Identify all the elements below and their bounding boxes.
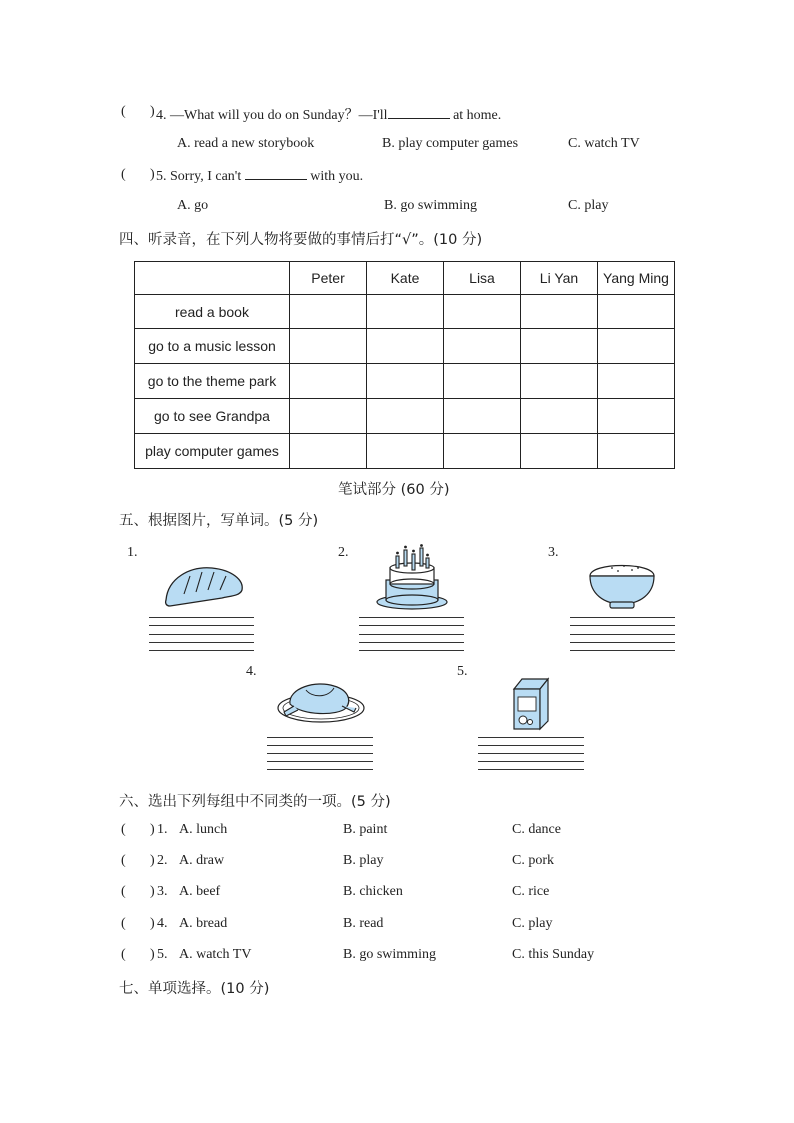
answer-cell[interactable] xyxy=(598,399,675,434)
item2-number: 2. xyxy=(338,545,349,560)
option-b: B. paint xyxy=(343,822,388,837)
q5-answer-blank[interactable] xyxy=(245,167,307,180)
section4-title: 四、听录音，在下列人物将要做的事情后打“√”。(10 分) xyxy=(119,232,483,248)
q5-option-a: A. go xyxy=(177,198,209,213)
q4-option-c: C. watch TV xyxy=(568,136,640,151)
listening-table xyxy=(134,261,675,469)
answer-cell[interactable] xyxy=(444,434,521,469)
question-number: 2. xyxy=(157,853,168,868)
q4-option-b: B. play computer games xyxy=(382,136,519,151)
q5-stem-a: Sorry, I can't xyxy=(170,169,242,184)
answer-cell[interactable] xyxy=(598,329,675,364)
column-header-lisa: Lisa xyxy=(444,262,521,295)
option-a: A. watch TV xyxy=(179,947,252,962)
row-label-music-lesson: go to a music lesson xyxy=(135,329,290,364)
answer-cell[interactable] xyxy=(367,434,444,469)
item1-number: 1. xyxy=(127,545,138,560)
answer-cell[interactable] xyxy=(521,434,598,469)
item5-number: 5. xyxy=(457,664,468,679)
question-number: 5. xyxy=(157,947,168,962)
paren-open: ( xyxy=(121,916,126,931)
option-c: C. play xyxy=(512,916,553,931)
q5-stem-b: with you. xyxy=(310,169,364,184)
question-number: 4. xyxy=(157,916,168,931)
option-a: A. draw xyxy=(179,853,225,868)
answer-cell[interactable] xyxy=(290,329,367,364)
paren-close: ) xyxy=(150,853,155,868)
answer-cell[interactable] xyxy=(444,364,521,399)
question-number: 1. xyxy=(157,822,168,837)
answer-cell[interactable] xyxy=(367,399,444,434)
written-part-heading: 笔试部分 (60 分) xyxy=(338,482,450,498)
answer-cell[interactable] xyxy=(290,295,367,329)
q5-number: 5. xyxy=(156,169,167,184)
answer-cell[interactable] xyxy=(444,329,521,364)
paren-open: ( xyxy=(121,853,126,868)
answer-cell[interactable] xyxy=(367,295,444,329)
q4-stem xyxy=(156,104,501,124)
answer-cell[interactable] xyxy=(290,364,367,399)
answer-cell[interactable] xyxy=(444,399,521,434)
option-b: B. chicken xyxy=(343,884,403,899)
q5-option-c: C. play xyxy=(568,198,609,213)
paren-close: ) xyxy=(150,884,155,899)
option-c: C. this Sunday xyxy=(512,947,595,962)
q4-stem-b: at home. xyxy=(453,108,502,123)
answer-cell[interactable] xyxy=(367,329,444,364)
paren-close: ) xyxy=(150,916,155,931)
q4-option-a: A. read a new storybook xyxy=(177,136,315,151)
row-label-theme-park: go to the theme park xyxy=(135,364,290,399)
paren-close: ) xyxy=(150,947,155,962)
q4-stem-a: —What will you do on Sunday？—I'll xyxy=(170,108,388,123)
item3-number: 3. xyxy=(548,545,559,560)
column-header-kate: Kate xyxy=(367,262,444,295)
q5-stem xyxy=(156,167,363,185)
column-header-peter: Peter xyxy=(290,262,367,295)
answer-cell[interactable] xyxy=(521,295,598,329)
roast-chicken-icon xyxy=(276,676,366,726)
row-label-computer-games: play computer games xyxy=(135,434,290,469)
answer-cell[interactable] xyxy=(598,434,675,469)
section5-title: 五、根据图片，写单词。(5 分) xyxy=(119,513,319,529)
option-b: B. read xyxy=(343,916,384,931)
paren-open: ( xyxy=(121,947,126,962)
paren-open: ( xyxy=(121,884,126,899)
milk-carton-icon xyxy=(508,675,554,733)
answer-cell[interactable] xyxy=(521,399,598,434)
option-b: B. play xyxy=(343,853,384,868)
question-number: 3. xyxy=(157,884,168,899)
answer-cell[interactable] xyxy=(290,434,367,469)
q5-paren-open: ( xyxy=(121,167,126,182)
section7-title: 七、单项选择。(10 分) xyxy=(119,981,270,997)
option-c: C. rice xyxy=(512,884,550,899)
column-header-yang-ming: Yang Ming xyxy=(598,262,675,295)
table-corner-cell xyxy=(135,262,290,295)
section6-title: 六、选出下列每组中不同类的一项。(5 分) xyxy=(119,794,391,810)
answer-cell[interactable] xyxy=(598,364,675,399)
answer-cell[interactable] xyxy=(367,364,444,399)
q4-paren-close: ) xyxy=(150,104,155,119)
option-c: C. dance xyxy=(512,822,561,837)
row-label-see-grandpa: go to see Grandpa xyxy=(135,399,290,434)
option-a: A. lunch xyxy=(179,822,228,837)
answer-cell[interactable] xyxy=(521,329,598,364)
q4-number: 4. xyxy=(156,108,167,123)
q4-answer-blank[interactable] xyxy=(388,106,450,119)
paren-open: ( xyxy=(121,822,126,837)
answer-cell[interactable] xyxy=(290,399,367,434)
answer-cell[interactable] xyxy=(598,295,675,329)
q4-paren-open: ( xyxy=(121,104,126,119)
answer-cell[interactable] xyxy=(444,295,521,329)
q5-option-b: B. go swimming xyxy=(384,198,477,213)
bread-icon xyxy=(160,560,250,608)
q5-paren-close: ) xyxy=(150,167,155,182)
answer-cell[interactable] xyxy=(521,364,598,399)
rice-bowl-icon xyxy=(586,556,658,612)
option-c: C. pork xyxy=(512,853,554,868)
option-a: A. bread xyxy=(179,916,228,931)
column-header-li-yan: Li Yan xyxy=(521,262,598,295)
birthday-cake-icon xyxy=(374,544,450,612)
option-a: A. beef xyxy=(179,884,221,899)
paren-close: ) xyxy=(150,822,155,837)
item4-number: 4. xyxy=(246,664,257,679)
option-b: B. go swimming xyxy=(343,947,436,962)
row-label-read-a-book: read a book xyxy=(135,295,290,329)
